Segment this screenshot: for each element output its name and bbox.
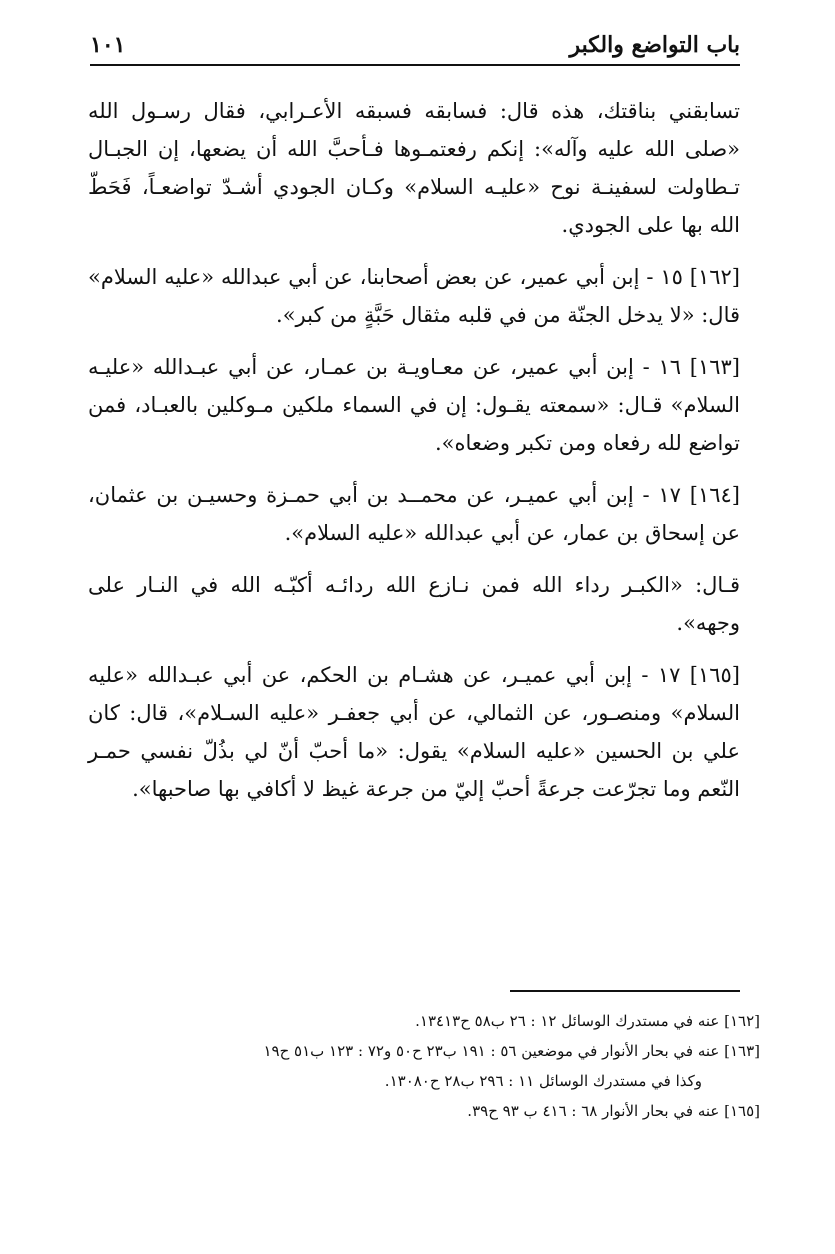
paragraph: [١٦٤] ١٧ - إبن أبي عميـر، عن محمــد بن أبي حمـزة وحسيـن بن عثمان، عن إسحاق بن عمار، عن أبي عبدالله «عليه السلام». [88, 483, 740, 545]
footnote: [١٦٥] عنه في بحار الأنوار ٦٨ : ٤١٦ ب ٩٣ ح٣٩. [467, 1102, 760, 1120]
footnote-separator [510, 990, 740, 992]
footnote: [١٦٣] عنه في بحار الأنوار في موضعين ٥٦ : ١٩١ ب٢٣ ح٥٠ و٧٢ : ١٢٣ ب٥١ ح١٩ [263, 1042, 760, 1060]
paragraph: [١٦٥] ١٧ - إبن أبي عميـر، عن هشـام بن الحكم، عن أبي عبـدالله «عليه السلام» ومنصـور، عن الثمالي، عن أبي جعفـر «عليه السـلام»، قال: كان علي بن الحسين «عليه السلام» يقول: «ما أحبّ أنّ لي بذُلّ نفسي حمـر النّعم وما تجرّعت جرعةً أحبّ إليّ من جرعة غيظ لا أكافي بها صاحبها». [88, 663, 740, 801]
paragraph: [١٦٣] ١٦ - إبن أبي عمير، عن معـاويـة بن عمـار، عن أبي عبـدالله «عليـه السلام» قـال: «سمعته يقـول: إن في السماء ملكين مـوكلين بالعبـاد، فمن تواضع لله رفعاه ومن تكبر وضعاه». [88, 355, 740, 455]
footnote-continuation: وكذا في مستدرك الوسائل ١١ : ٢٩٦ ب٢٨ ح١٣٠٨٠. [384, 1072, 702, 1090]
page-header [90, 30, 740, 66]
main-text [88, 92, 740, 822]
paragraph: [١٦٢] ١٥ - إبن أبي عمير، عن بعض أصحابنا، عن أبي عبدالله «عليه السلام» قال: «لا يدخل الجنّة من في قلبه مثقال حَبَّةٍ من كبر». [88, 265, 740, 327]
chapter-title: باب التواضع والكبر [569, 32, 740, 58]
footnote: [١٦٢] عنه في مستدرك الوسائل ١٢ : ٢٦ ب٥٨ ح١٣٤١٣. [415, 1012, 760, 1030]
footnotes [80, 1006, 760, 1126]
paragraph: تسابقني بناقتك، هذه قال: فسابقه فسبقه الأعـرابي، فقال رسـول الله «صلى الله عليه وآله»: إنكم رفعتمـوها فـأحبَّ الله أن يضعها، إن الجبـال تـطاولت لسفينـة نوح «عليـه السلام» وكـان الجودي أشـدّ تواضعـاً، فَحَطّ الله بها على الجودي. [88, 99, 740, 237]
page-number: ١٠١ [90, 32, 126, 58]
paragraph: قـال: «الكبـر رداء الله فمن نـازع الله ردائـه أكبّـه الله في النـار على وجهه». [88, 573, 740, 635]
